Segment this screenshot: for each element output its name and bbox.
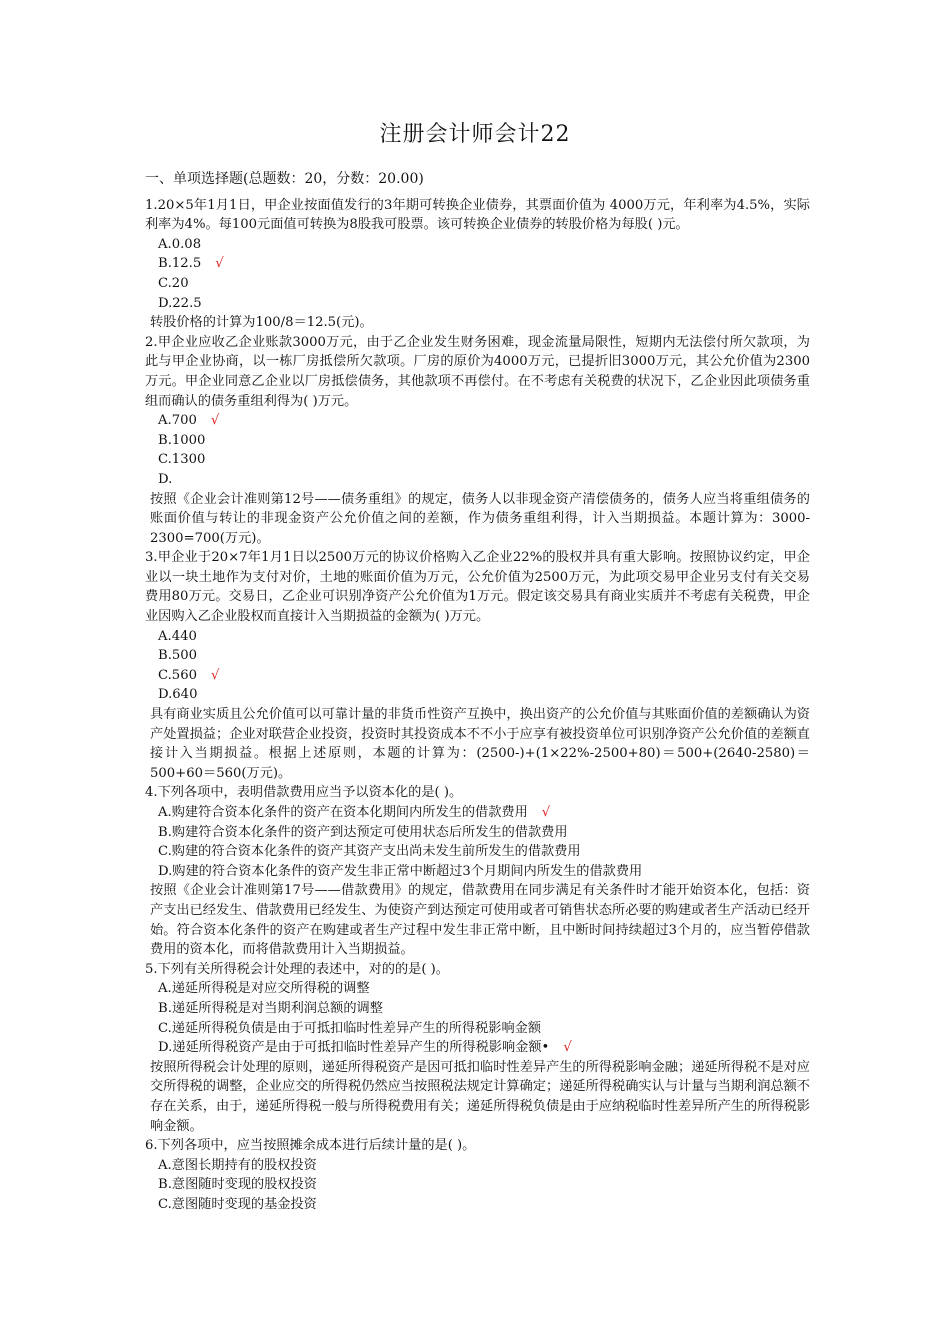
- option-list: [145, 1156, 810, 1215]
- option-list: [145, 235, 810, 313]
- answer-option-text: D.: [158, 471, 173, 487]
- question-stem: 4.下列各项中，表明借款费用应当予以资本化的是( )。: [145, 785, 463, 801]
- document-title: 注册会计师会计22: [379, 122, 571, 147]
- answer-option: [158, 999, 810, 1019]
- option-list: [145, 627, 810, 705]
- answer-explanation: 按照所得税会计处理的原则，递延所得税资产是因可抵扣临时性差异产生的所得税影响金融；递延所得税不是对应交所得税的调整，企业应交的所得税仍然应当按照税法规定计算确定；递延所得税确实认与计量与当期利润总额不存在关系，由于，递延所得税一般与所得税费用有关；递延所得税负债是由于应纳税临时性差异所产生的所得税影响金额。: [150, 1059, 810, 1134]
- question-block: [145, 548, 810, 783]
- answer-option: [158, 470, 810, 490]
- correct-check-icon: √: [541, 805, 551, 820]
- option-list: [145, 803, 810, 881]
- answer-option: [158, 431, 810, 451]
- answer-option-text: C.1300: [158, 452, 206, 468]
- answer-option: [158, 1175, 810, 1195]
- answer-option: [158, 450, 810, 470]
- answer-option: [158, 646, 810, 666]
- answer-explanation: 转股价格的计算为100/8＝12.5(元)。: [150, 315, 373, 331]
- answer-explanation: 按照《企业会计准则第17号——借款费用》的规定，借款费用在同步满足有关条件时才能开始资本化，包括：资产支出已经发生、借款费用已经发生、为使资产到达预定可使用或者可销售状态所必要的购建或者生产活动已经开始。符合资本化条件的资产在购建或者生产过程中发生非正常中断，且中断时间持续超过3个月的，应当暂停借款费用的资本化，而将借款费用计入当期损益。: [150, 883, 810, 958]
- answer-option: [158, 627, 810, 647]
- answer-option: [158, 294, 810, 314]
- answer-option-text: D.640: [158, 687, 198, 703]
- answer-explanation: 按照《企业会计准则第12号——债务重组》的规定，债务人以非现金资产清偿债务的，债务人应当将重组债务的账面价值与转让的非现金资产公允价值之间的差额，作为债务重组利得，计入当期损益。本题计算为：3000-2300=700(万元)。: [150, 491, 810, 546]
- answer-option: [158, 1156, 810, 1176]
- answer-option: [158, 823, 810, 843]
- answer-option: [158, 842, 810, 862]
- answer-option: [158, 1038, 810, 1058]
- question-block: [145, 1136, 810, 1214]
- question-block: [145, 196, 810, 333]
- answer-option: [158, 1019, 810, 1039]
- answer-option: [158, 1195, 810, 1215]
- question-stem: 1.20×5年1月1日，甲企业按面值发行的3年期可转换企业债券，其票面价值为 4000万元，年利率为4.5%，实际利率为4%。每100元面值可转换为8股我可股票。该可转换企业债券的转股价格为每股( )元。: [145, 197, 810, 233]
- question-stem: 2.甲企业应收乙企业账款3000万元，由于乙企业发生财务困难，现金流量局限性，短期内无法偿付所欠款项，为此与甲企业协商，以一栋厂房抵偿所欠款项。厂房的原价为4000万元，已提折旧3000万元，其公允价值为2300万元。甲企业同意乙企业以厂房抵偿债务，其他款项不再偿付。在不考虑有关税费的状况下，乙企业因此项债务重组而确认的债务重组利得为( )万元。: [145, 334, 810, 409]
- answer-option: [158, 666, 810, 686]
- section-heading: 一、单项选择题(总题数：20，分数：20.00): [145, 171, 424, 187]
- question-stem: 6.下列各项中，应当按照摊余成本进行后续计量的是( )。: [145, 1138, 476, 1154]
- answer-option-text: D.递延所得税资产是由于可抵扣临时性差异产生的所得税影响金额•: [158, 1040, 550, 1056]
- answer-option-text: A.0.08: [158, 236, 202, 252]
- option-list: [145, 411, 810, 489]
- answer-option: [158, 685, 810, 705]
- answer-option: [158, 803, 810, 823]
- answer-option-text: D.22.5: [158, 295, 202, 311]
- correct-check-icon: √: [563, 1040, 572, 1056]
- answer-option: [158, 254, 810, 274]
- answer-option: [158, 274, 810, 294]
- answer-option-text: A.700: [158, 413, 197, 429]
- answer-option-text: C.560: [158, 667, 197, 683]
- answer-option-text: A.意图长期持有的股权投资: [158, 1157, 317, 1173]
- answer-option-text: C.递延所得税负债是由于可抵扣临时性差异产生的所得税影响金额: [158, 1020, 542, 1036]
- answer-option-text: B.购建符合资本化条件的资产到达预定可使用状态后所发生的借款费用: [158, 824, 568, 840]
- question-stem: 5.下列有关所得税会计处理的表述中，对的的是( )。: [145, 961, 449, 977]
- question-block: [145, 783, 810, 959]
- answer-option-text: A.递延所得税是对应交所得税的调整: [158, 981, 370, 997]
- question-block: [145, 960, 810, 1136]
- answer-option-text: B.递延所得税是对当期利润总额的调整: [158, 1000, 383, 1016]
- answer-explanation: 具有商业实质且公允价值可以可靠计量的非货币性资产互换中，换出资产的公允价值与其账面价值的差额确认为资产处置损益；企业对联营企业投资，投资时其投资成本不不小于应享有被投资单位可识别净资产公允价值的差额直接计入当期损益。根据上述原则，本题的计算为：(2500-)+(1×22%-2500+80)＝500+(2640-2580)＝500+60＝560(万元)。: [150, 707, 810, 781]
- question-list: [145, 196, 810, 1215]
- answer-option: [158, 862, 810, 882]
- answer-option: [158, 235, 810, 255]
- answer-option-text: D.购建的符合资本化条件的资产发生非正常中断超过3个月期间内所发生的借款费用: [158, 863, 643, 879]
- answer-option-text: A.440: [158, 628, 197, 644]
- answer-option-text: C.购建的符合资本化条件的资产其资产支出尚未发生前所发生的借款费用: [158, 844, 581, 860]
- document-content: [145, 170, 810, 1214]
- correct-check-icon: √: [210, 413, 220, 429]
- answer-option-text: A.购建符合资本化条件的资产在资本化期间内所发生的借款费用: [158, 805, 528, 820]
- answer-option-text: B.意图随时变现的股权投资: [158, 1177, 317, 1193]
- answer-option-text: B.500: [158, 648, 198, 664]
- correct-check-icon: √: [210, 667, 220, 683]
- question-stem: 3.甲企业于20×7年1月1日以2500万元的协议价格购入乙企业22%的股权并具有重大影响。按照协议约定，甲企业以一块土地作为支付对价，土地的账面价值为万元，公允价值为2500万元，为此项交易甲企业另支付有关交易费用80万元。交易日，乙企业可识别净资产公允价值为1万元。假定该交易具有商业实质并不考虑有关税费，甲企业因购入乙企业股权而直接计入当期损益的金额为( )万元。: [145, 550, 810, 625]
- correct-check-icon: √: [215, 256, 224, 272]
- answer-option-text: C.意图随时变现的基金投资: [158, 1196, 317, 1212]
- answer-option-text: C.20: [158, 275, 189, 291]
- answer-option: [158, 411, 810, 431]
- answer-option-text: B.1000: [158, 432, 206, 448]
- answer-option: [158, 979, 810, 999]
- answer-option-text: B.12.5: [158, 256, 202, 272]
- question-block: [145, 333, 810, 549]
- option-list: [145, 979, 810, 1057]
